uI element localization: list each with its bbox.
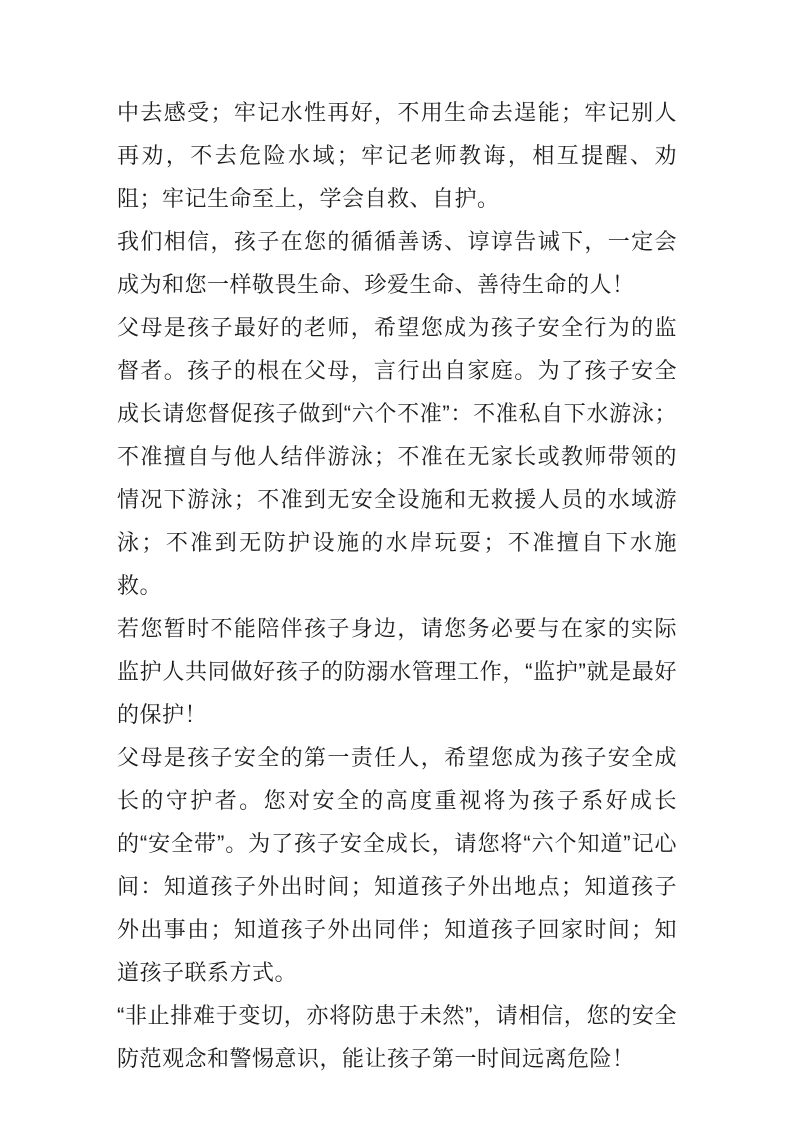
paragraph-we-believe: 我们相信，孩子在您的循循善诱、谆谆告诫下，一定会成为和您一样敬畏生命、珍爱生命、善待生命的人！ <box>117 229 677 297</box>
paragraph-six-prohibitions: 父母是孩子最好的老师，希望您成为孩子安全行为的监督者。孩子的根在父母，言行出自家庭。为了孩子安全成长请您督促孩子做到“六个不准”：不准私自下水游泳；不准擅自与他人结伴游泳；不准在无家长或教师带领的情况下游泳；不准到无安全设施和无救援人员的水域游泳；不准到无防护设施的水岸玩耍；不准擅自下水施救。 <box>117 315 677 598</box>
paragraph-six-knows: 父母是孩子安全的第一责任人，希望您成为孩子安全成长的守护者。您对安全的高度重视将为孩子系好成长的“安全带”。为了孩子安全成长，请您将“六个知道”记心间：知道孩子外出时间；知道孩子外出地点；知道孩子外出事由；知道孩子外出同伴；知道孩子回家时间；知道孩子联系方式。 <box>117 745 677 985</box>
paragraph-guardianship: 若您暂时不能陪伴孩子身边，请您务必要与在家的实际监护人共同做好孩子的防溺水管理工作，“监护”就是最好的保护！ <box>117 616 677 727</box>
paragraph-water-safety-reminders: 中去感受；牢记水性再好，不用生命去逞能；牢记别人再劝，不去危险水域；牢记老师教诲，相互提醒、劝阻；牢记生命至上，学会自救、自护。 <box>117 100 677 211</box>
document-body-text <box>117 91 677 1080</box>
paragraph-prevention-closing: “非止排难于变切，亦将防患于未然”，请相信，您的安全防范观念和警惕意识，能让孩子第一时间远离危险！ <box>117 1003 677 1071</box>
